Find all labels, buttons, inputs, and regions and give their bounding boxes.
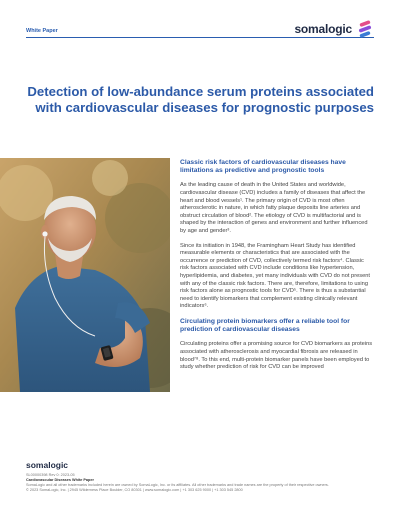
footer-address: © 2023 SomaLogic, Inc. | 2945 Wilderness Place Boulder, CO 80301 | www.somalogic.com | +1 303 625 9000 | +1 303 545 2800: [26, 488, 243, 492]
footer-doc-id: SL00000398 Rev 0: 2023-05: [26, 473, 75, 477]
page-title-line-2: with cardiovascular diseases for prognostic purposes: [35, 100, 374, 115]
hero-photo: [0, 158, 170, 392]
footer-doc-title: Cardiovascular Diseases White Paper: [26, 478, 94, 482]
doc-type-label: White Paper: [26, 28, 58, 34]
section-2-heading: Circulating protein biomarkers offer a reliable tool for prediction of cardiovascular diseases: [180, 317, 350, 334]
brand-name: somalogic: [294, 22, 352, 36]
main-content: [180, 159, 374, 379]
older-man-jogging-photo: [0, 158, 170, 392]
brand-logo: [294, 20, 374, 38]
section-1-paragraph-1: As the leading cause of death in the United States and worldwide, cardiovascular disease (CVD) includes a family of diseases that affect the heart and blood vessels¹. The primary origin of CVD is most often atherosclerotic in nature, in which fatty plaque deposits line arteries and obstruct circulation of blood². The etiology of CVD is multifactorial and is shaped by the interaction of genes and environment and further influenced by age and gender³.: [180, 182, 368, 234]
footer-trademark: SomaLogic and all other trademarks included herein are owned by SomaLogic, Inc. or its affiliates. All other trademarks and trade names are the property of their respective owners.: [26, 483, 329, 487]
somalogic-logo-icon: [356, 20, 374, 38]
page-footer: [26, 460, 374, 493]
footer-logo: somalogic: [26, 460, 69, 470]
page-title-line-1: Detection of low-abundance serum proteins associated: [27, 84, 374, 99]
section-1-heading: Classic risk factors of cardiovascular diseases have limitations as predictive and prognostic tools: [180, 159, 346, 175]
title-block: [26, 84, 374, 116]
section-1-paragraph-2: Since its initiation in 1948, the Framingham Heart Study has identified measurable elements or characteristics that are associated with the occurrence or prediction of CVD, collectively termed risk factors⁴. Classic risk factors associated with CVD include conditions like hypertension, hyperlipidemia, and diabetes, yet many individuals with CVD do not present with any of the classic risk factors. There are, therefore, limitations to using risk factors alone as prognostic tools for CVD⁵. There is thus a substantial need to identify biomarkers that complement existing clinically relevant indicators⁶.: [180, 242, 371, 310]
section-2-paragraph-1: Circulating proteins offer a promising source for CVD biomarkers as proteins associated with atherosclerosis and myocardial fibrosis are released in blood⁷⁸. To this end, multi-protein biomarker panels have been employed to study whether prediction of risk for CVD can be improved: [180, 341, 373, 371]
